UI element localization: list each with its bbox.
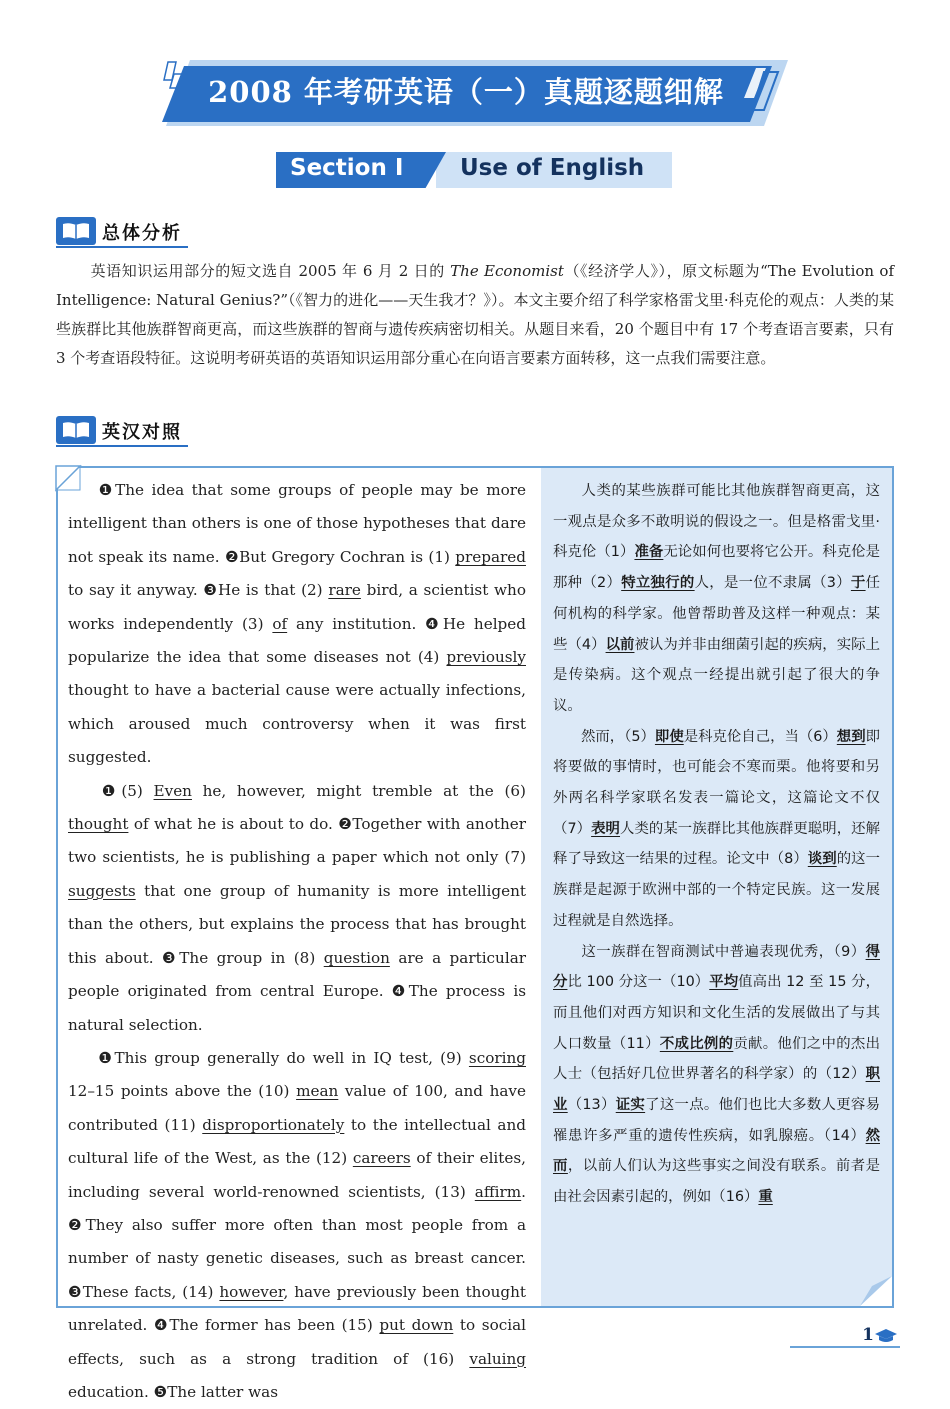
answer-11: disproportionately	[202, 1115, 345, 1134]
answer-10: mean	[296, 1082, 339, 1101]
source-title: The Economist	[450, 262, 564, 280]
heading-underline	[56, 445, 188, 447]
page-title: 2008 年考研英语（一）真题逐题细解	[208, 75, 724, 109]
answer-13: affirm	[474, 1182, 522, 1201]
chinese-paragraph-1: 人类的某些族群可能比其他族群智商更高，这一观点是众多不敢明说的假设之一。但是格雷戈里·科克伦（1）准备无论如何也要将它公开。科克伦是那种（2）特立独行的人，是一位不隶属（3）于任何机构的科学家。他曾帮助普及这样一种观点：某些（4）以前被认为并非由细菌引起的疾病，实际上是传染病。这个观点一经提出就引起了很大的争议。	[553, 483, 880, 714]
answer-6: thought	[68, 815, 129, 834]
answer-3: of	[272, 614, 288, 633]
chinese-paragraph-3: 这一族群在智商测试中普遍表现优秀，（9）得分比 100 分这一（10）平均值高出 12 至 15 分，而且他们对西方知识和文化生活的发展做出了与其人口数量（11）不成比例的贡献。他们之中的杰出人士（包括好几位世界著名的科学家）的（12）职业（13）证实了这一点。他们也比大多数人更容易罹患许多严重的遗传性疾病，如乳腺癌。（14）然而，以前人们认为这些事实之间没有联系。前者是由社会因素引起的，例如（16）重	[553, 943, 880, 1206]
page-number-rule	[790, 1346, 900, 1348]
book-icon-box	[56, 416, 96, 444]
answer-5: Even	[153, 781, 192, 800]
section-label: Section Ⅰ	[290, 155, 404, 181]
chinese-column	[541, 468, 892, 1306]
answer-4: previously	[446, 648, 526, 667]
title-banner	[160, 58, 792, 128]
section-name: Use of English	[460, 155, 645, 181]
chinese-paragraph-2: 然而，（5）即使是科克伦自己，当（6）想到即将要做的事情时，也可能会不寒而栗。他将要和另外两名科学家联名发表一篇论文，这篇论文不仅（7）表明人类的某一族群比其他族群更聪明，还解释了导致这一结果的过程。论文中（8）谈到的这一族群是起源于欧洲中部的一个特定民族。这一发展过程就是自然选择。	[553, 728, 880, 929]
answer-1: prepared	[455, 547, 526, 566]
english-column	[68, 474, 527, 1401]
book-icon	[62, 222, 90, 240]
answer-2: rare	[328, 581, 361, 600]
answer-9: scoring	[468, 1048, 526, 1067]
answer-7: suggests	[68, 881, 136, 900]
page-number: 1	[862, 1325, 874, 1345]
heading-translation-text: 英汉对照	[102, 422, 182, 443]
english-paragraph-2: ❶(5) Even he, however, might tremble at the (6) thought of what he is about to do. ❷Together with another two scientists, he is publishing a paper which not only (7) suggests that one group of humanity is more intelligent than the others, but explains the process that has brought this about. ❸The group in (8) question are a particular people originated from central Europe. ❹The process is natural selection.	[68, 781, 527, 1034]
answer-15: put down	[379, 1316, 454, 1335]
answer-16: valuing	[469, 1349, 526, 1368]
heading-overall-text: 总体分析	[102, 223, 182, 244]
answer-8: question	[323, 948, 390, 967]
english-paragraph-3: ❶This group generally do well in IQ test, (9) scoring 12–15 points above the (10) mean value of 100, and have contributed (11) disproportionately to the intellectual and cultural life of the West, as the (12) careers of their elites, including several world-renowned scientists, (13) affirm. ❷They also suffer more often than most people from a number of nasty genetic diseases, such as breast cancer. ❸These facts, (14) however, have previously been thought unrelated. ❹The former has been (15) put down to social effects, such as a strong tradition of (16) valuing education. ❺The latter was	[68, 1048, 527, 1401]
section-bar	[276, 152, 672, 188]
heading-underline	[56, 246, 188, 248]
book-icon-box	[56, 217, 96, 245]
intro-paragraph: 英语知识运用部分的短文选自 2005 年 6 月 2 日的 The Economist（《经济学人》），原文标题为“The Evolution of Intelligence: Natural Genius?”（《智力的进化——天生我才？》）。本文主要介绍了科学家格雷戈里·科克伦的观点：人类的某些族群比其他族群智商更高，而这些族群的智商与遗传疾病密切相关。从题目来看，20 个题目中有 17 个考查语言要素，只有 3 个考查语段特征。这说明考研英语的英语知识运用部分重心在向语言要素方面转移，这一点我们需要注意。	[56, 262, 895, 367]
answer-14: however	[219, 1282, 284, 1301]
page-curl-decoration	[860, 1276, 892, 1306]
english-paragraph-1: ❶The idea that some groups of people may be more intelligent than others is one of those hypotheses that dare not speak its name. ❷But Gregory Cochran is (1) prepared to say it anyway. ❸He is that (2) rare bird, a scientist who works independently (3) of any institution. ❹He helped popularize the idea that some diseases not (4) previously thought to have a bacterial cause were actually infections, which aroused much controversy when it was first suggested.	[68, 481, 526, 767]
graduation-cap-icon	[874, 1328, 898, 1344]
answer-12: careers	[352, 1149, 411, 1168]
book-icon	[62, 421, 90, 439]
